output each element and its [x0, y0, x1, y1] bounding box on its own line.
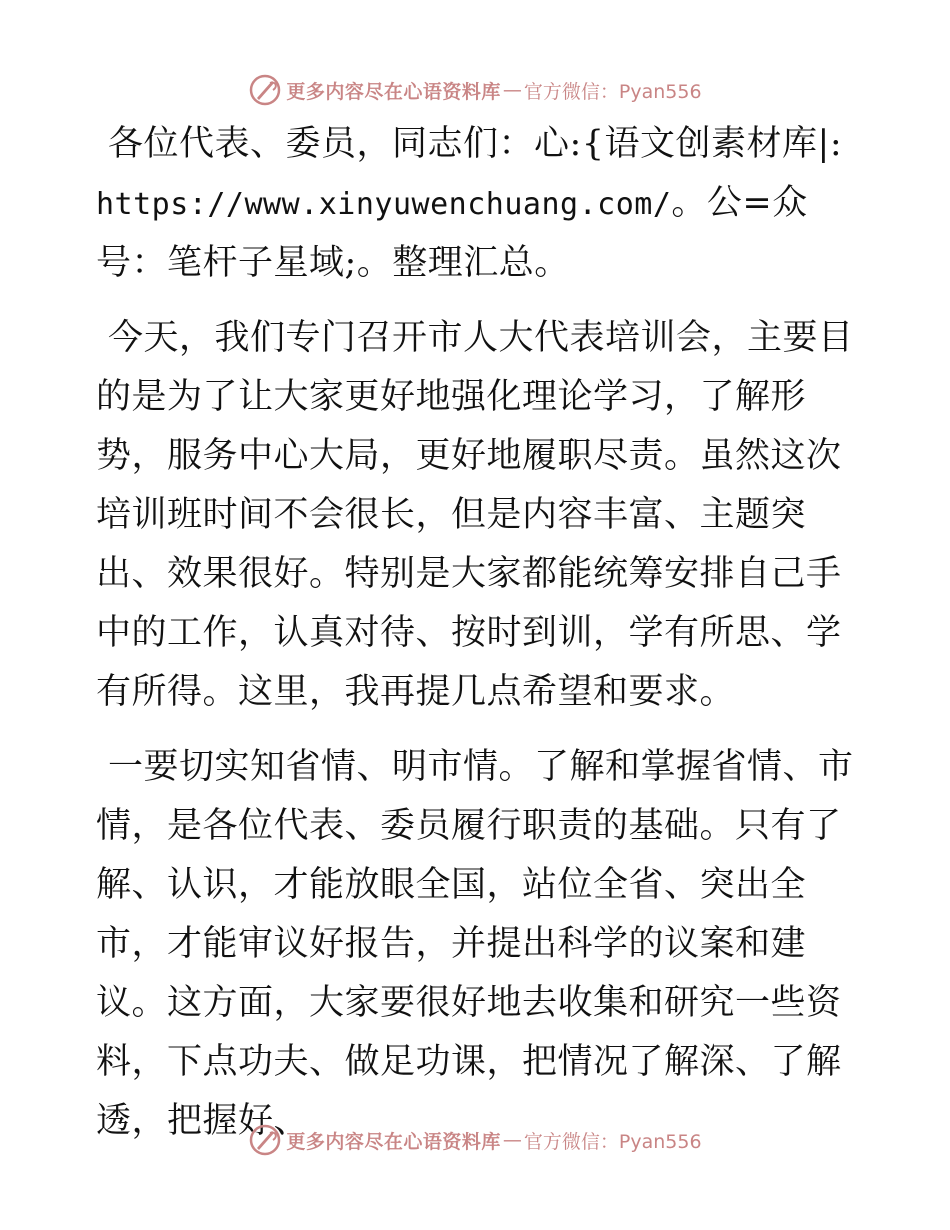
greeting-prefix: 各位代表、委员，同志们：心:{语文创素材库|:	[108, 124, 843, 164]
greeting-suffix: 。公=众号：笔杆子星域;。整理汇总。	[96, 183, 808, 283]
header-watermark	[0, 70, 950, 110]
watermark-separator: —	[502, 1129, 522, 1151]
quill-logo-icon	[248, 73, 282, 107]
watermark-brand: 更多内容尽在心语资料库	[286, 1130, 501, 1153]
paragraph-point-one	[96, 738, 856, 1151]
intro-text: 今天，我们专门召开市人大代表培训会，主要目的是为了让大家更好地强化理论学习，了解形势，服务中心大局，更好地履职尽责。虽然这次培训班时间不会很长，但是内容丰富、主题突出、效果很好。特别是大家都能统筹安排自己手中的工作，认真对待、按时到训，学有所思、学有所得。这里，我再提几点希望和要求。	[96, 318, 854, 712]
watermark-account: 官方微信：Pyan556	[523, 80, 702, 103]
point-one-text: 一要切实知省情、明市情。了解和掌握省情、市情，是各位代表、委员履行职责的基础。只有了解、认识，才能放眼全国，站位全省、突出全市，才能审议好报告，并提出科学的议案和建议。这方面，大家要很好地去收集和研究一些资料，下点功夫、做足功课，把情况了解深、了解透，把握好、	[96, 747, 854, 1141]
quill-logo-icon	[248, 1123, 282, 1157]
paragraph-intro	[96, 309, 856, 722]
source-url-link[interactable]: https://www.xinyuwenchuang.com/	[96, 187, 672, 222]
document-body	[96, 115, 856, 1167]
watermark-brand: 更多内容尽在心语资料库	[286, 80, 501, 103]
watermark-account: 官方微信：Pyan556	[523, 1130, 702, 1153]
watermark-separator: —	[502, 79, 522, 101]
footer-watermark	[0, 1120, 950, 1160]
paragraph-greeting	[96, 115, 856, 293]
